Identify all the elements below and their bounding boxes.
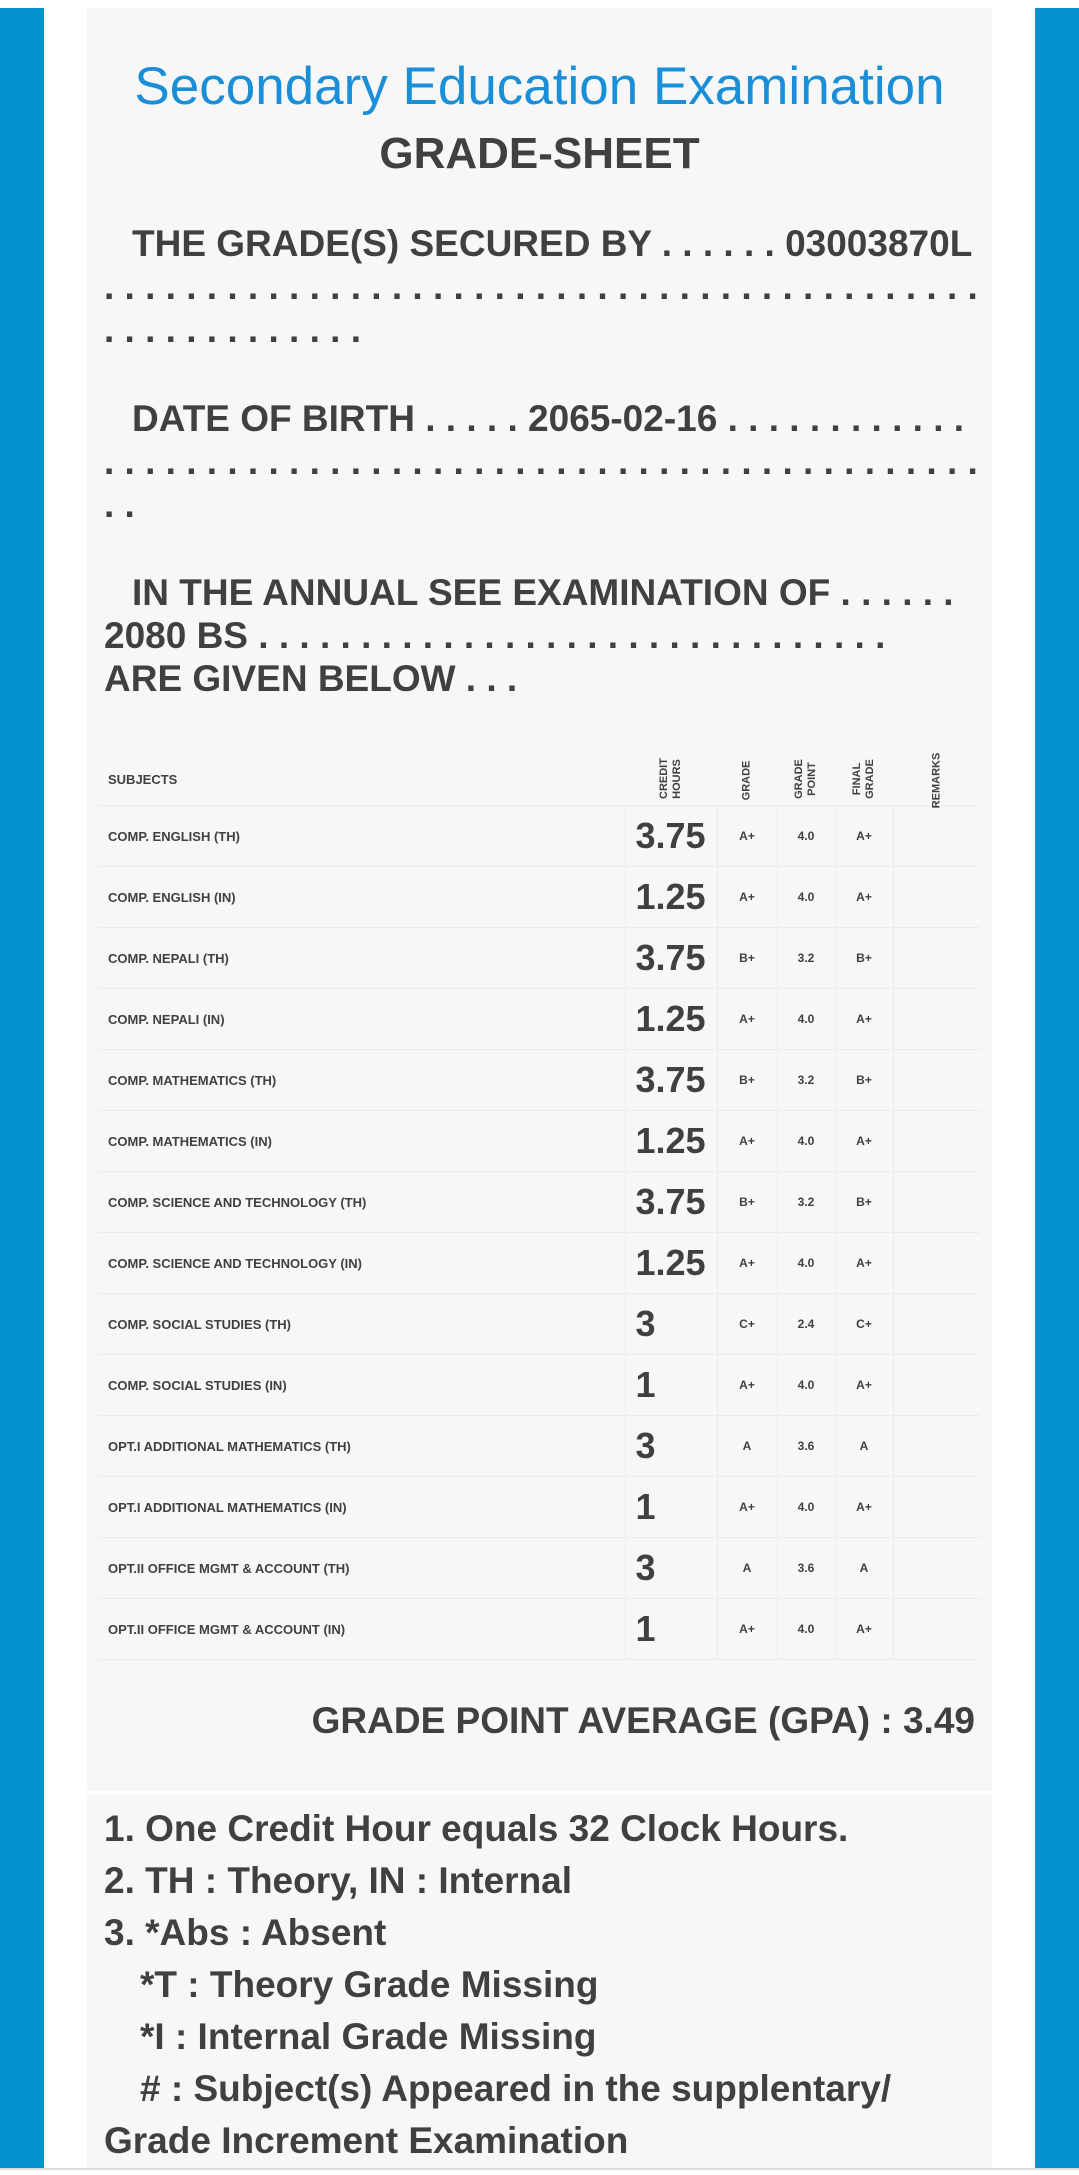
grade-point-cell: 4.0 <box>777 1599 835 1660</box>
grade-sheet <box>87 8 992 2168</box>
grade-point-cell: 3.2 <box>777 1050 835 1111</box>
remarks-cell <box>893 928 980 989</box>
header-subjects: SUBJECTS <box>97 753 625 806</box>
table-row <box>97 1355 980 1416</box>
subject-cell: COMP. NEPALI (IN) <box>97 989 625 1050</box>
grade-cell: A+ <box>717 806 777 867</box>
subject-cell: COMP. ENGLISH (TH) <box>97 806 625 867</box>
grade-cell: C+ <box>717 1294 777 1355</box>
credit-hours-cell: 1 <box>625 1477 717 1538</box>
note-theory-missing: *T : Theory Grade Missing <box>140 1964 599 2005</box>
header-credit-hours: CREDIT HOURS <box>625 753 717 806</box>
exam-label: IN THE ANNUAL SEE EXAMINATION OF <box>132 572 831 613</box>
table-row <box>97 1233 980 1294</box>
final-grade-cell: A <box>835 1538 893 1599</box>
credit-hours-cell: 3.75 <box>625 928 717 989</box>
credit-hours-cell: 3 <box>625 1538 717 1599</box>
remarks-cell <box>893 1355 980 1416</box>
credit-hours-cell: 1.25 <box>625 1233 717 1294</box>
grade-cell: A+ <box>717 867 777 928</box>
dob-line <box>104 397 984 526</box>
subject-cell: COMP. SOCIAL STUDIES (IN) <box>97 1355 625 1416</box>
dob-value: 2065-02-16 <box>528 398 718 439</box>
table-row <box>97 989 980 1050</box>
dot-leader: . . . . . . . . . . . . . . . . . . . . . . . . . . . . . . . . . . . . . . . . . . . . . . . . . . . . . . . . <box>104 266 978 350</box>
note-supplementary: # : Subject(s) Appeared in the supplentary/ Grade Increment Examination <box>104 2068 892 2161</box>
table-row <box>97 1599 980 1660</box>
remarks-cell <box>893 867 980 928</box>
grade-point-cell: 3.2 <box>777 1172 835 1233</box>
grade-cell: A+ <box>717 1233 777 1294</box>
subject-cell: COMP. SOCIAL STUDIES (TH) <box>97 1294 625 1355</box>
grade-point-cell: 3.6 <box>777 1416 835 1477</box>
table-row <box>97 1416 980 1477</box>
subject-cell: COMP. MATHEMATICS (IN) <box>97 1111 625 1172</box>
remarks-cell <box>893 806 980 867</box>
remarks-cell <box>893 1172 980 1233</box>
final-grade-cell: A+ <box>835 1477 893 1538</box>
final-grade-cell: B+ <box>835 1172 893 1233</box>
grade-point-cell: 2.4 <box>777 1294 835 1355</box>
bottom-divider <box>0 2168 1079 2170</box>
exam-year: 2080 BS <box>104 615 248 656</box>
remarks-cell <box>893 1599 980 1660</box>
header-grade-point: GRADE POINT <box>777 753 835 806</box>
page-subtitle: GRADE-SHEET <box>379 129 700 178</box>
remarks-cell <box>893 1050 980 1111</box>
subject-cell: OPT.II OFFICE MGMT & ACCOUNT (IN) <box>97 1599 625 1660</box>
final-grade-cell: A+ <box>835 1599 893 1660</box>
left-border-bar <box>0 8 44 2168</box>
subject-cell: COMP. MATHEMATICS (TH) <box>97 1050 625 1111</box>
notes-section <box>104 1803 984 2167</box>
credit-hours-cell: 3 <box>625 1416 717 1477</box>
subject-cell: COMP. SCIENCE AND TECHNOLOGY (IN) <box>97 1233 625 1294</box>
subject-cell: COMP. SCIENCE AND TECHNOLOGY (TH) <box>97 1172 625 1233</box>
credit-hours-cell: 3.75 <box>625 1050 717 1111</box>
final-grade-cell: A+ <box>835 989 893 1050</box>
gpa-summary: GRADE POINT AVERAGE (GPA) : 3.49 <box>311 1700 975 1741</box>
right-border-bar <box>1035 8 1079 2168</box>
dot-leader: . . . . . . <box>651 223 786 264</box>
remarks-cell <box>893 1538 980 1599</box>
remarks-cell <box>893 989 980 1050</box>
grade-point-cell: 4.0 <box>777 1355 835 1416</box>
grade-point-cell: 4.0 <box>777 806 835 867</box>
credit-hours-cell: 1.25 <box>625 1111 717 1172</box>
table-row <box>97 867 980 928</box>
subject-cell: OPT.I ADDITIONAL MATHEMATICS (TH) <box>97 1416 625 1477</box>
subject-cell: COMP. NEPALI (TH) <box>97 928 625 989</box>
final-grade-cell: B+ <box>835 1050 893 1111</box>
remarks-cell <box>893 1233 980 1294</box>
subject-cell: COMP. ENGLISH (IN) <box>97 867 625 928</box>
header-final-grade: FINAL GRADE <box>835 753 893 806</box>
final-grade-cell: A+ <box>835 1111 893 1172</box>
table-row <box>97 928 980 989</box>
table-row <box>97 1111 980 1172</box>
grade-cell: B+ <box>717 928 777 989</box>
grade-point-cell: 3.6 <box>777 1538 835 1599</box>
final-grade-cell: A+ <box>835 806 893 867</box>
final-grade-cell: A+ <box>835 867 893 928</box>
gpa-separator <box>87 1791 992 1794</box>
table-row <box>97 1538 980 1599</box>
final-grade-cell: C+ <box>835 1294 893 1355</box>
given-below: ARE GIVEN BELOW . . . <box>104 658 518 699</box>
grade-cell: A+ <box>717 1477 777 1538</box>
header-grade: GRADE <box>717 753 777 806</box>
credit-hours-cell: 3 <box>625 1294 717 1355</box>
remarks-cell <box>893 1416 980 1477</box>
grade-cell: A+ <box>717 989 777 1050</box>
grade-point-cell: 4.0 <box>777 1233 835 1294</box>
final-grade-cell: A+ <box>835 1355 893 1416</box>
table-row <box>97 1477 980 1538</box>
grade-point-cell: 4.0 <box>777 989 835 1050</box>
grade-cell: B+ <box>717 1050 777 1111</box>
credit-hours-cell: 1 <box>625 1599 717 1660</box>
page-title: Secondary Education Examination <box>134 57 945 116</box>
secured-by-line <box>104 222 984 351</box>
note-th-in: 2. TH : Theory, IN : Internal <box>104 1860 573 1901</box>
credit-hours-cell: 1.25 <box>625 867 717 928</box>
symbol-number: 03003870L <box>785 223 972 264</box>
grade-point-cell: 4.0 <box>777 1477 835 1538</box>
credit-hours-cell: 1 <box>625 1355 717 1416</box>
remarks-cell <box>893 1111 980 1172</box>
credit-hours-cell: 1.25 <box>625 989 717 1050</box>
grade-cell: A <box>717 1416 777 1477</box>
grade-point-cell: 3.2 <box>777 928 835 989</box>
grade-point-cell: 4.0 <box>777 867 835 928</box>
subject-cell: OPT.II OFFICE MGMT & ACCOUNT (TH) <box>97 1538 625 1599</box>
header-remarks: REMARKS <box>893 753 980 806</box>
grade-point-cell: 4.0 <box>777 1111 835 1172</box>
table-row <box>97 1172 980 1233</box>
remarks-cell <box>893 1477 980 1538</box>
note-absent: 3. *Abs : Absent <box>104 1912 387 1953</box>
grade-cell: A+ <box>717 1355 777 1416</box>
grade-table <box>97 753 980 1660</box>
credit-hours-cell: 3.75 <box>625 1172 717 1233</box>
remarks-cell <box>893 1294 980 1355</box>
table-row <box>97 806 980 867</box>
final-grade-cell: A <box>835 1416 893 1477</box>
table-row <box>97 1050 980 1111</box>
table-header-row <box>97 753 980 806</box>
grade-cell: A+ <box>717 1111 777 1172</box>
note-credit-hour: 1. One Credit Hour equals 32 Clock Hours. <box>104 1808 849 1849</box>
secured-by-label: THE GRADE(S) SECURED BY <box>132 223 652 264</box>
grade-cell: A <box>717 1538 777 1599</box>
grade-cell: B+ <box>717 1172 777 1233</box>
dot-leader: . . . . . . . . . . . . . . . . . . . . . . . . . . . . . . . . . . . . . . . . . . . . . . . . . . . . . . . . . <box>104 398 978 525</box>
dot-leader: . . . . . . <box>830 572 954 613</box>
dot-leader: . . . . . <box>414 398 529 439</box>
dot-leader: . . . . . . . . . . . . . . . . . . . . . . . . . . . . . . . <box>248 615 886 656</box>
final-grade-cell: A+ <box>835 1233 893 1294</box>
subject-cell: OPT.I ADDITIONAL MATHEMATICS (IN) <box>97 1477 625 1538</box>
note-internal-missing: *I : Internal Grade Missing <box>140 2016 597 2057</box>
grade-cell: A+ <box>717 1599 777 1660</box>
exam-line <box>104 571 984 700</box>
credit-hours-cell: 3.75 <box>625 806 717 867</box>
table-row <box>97 1294 980 1355</box>
dob-label: DATE OF BIRTH <box>132 398 415 439</box>
final-grade-cell: B+ <box>835 928 893 989</box>
